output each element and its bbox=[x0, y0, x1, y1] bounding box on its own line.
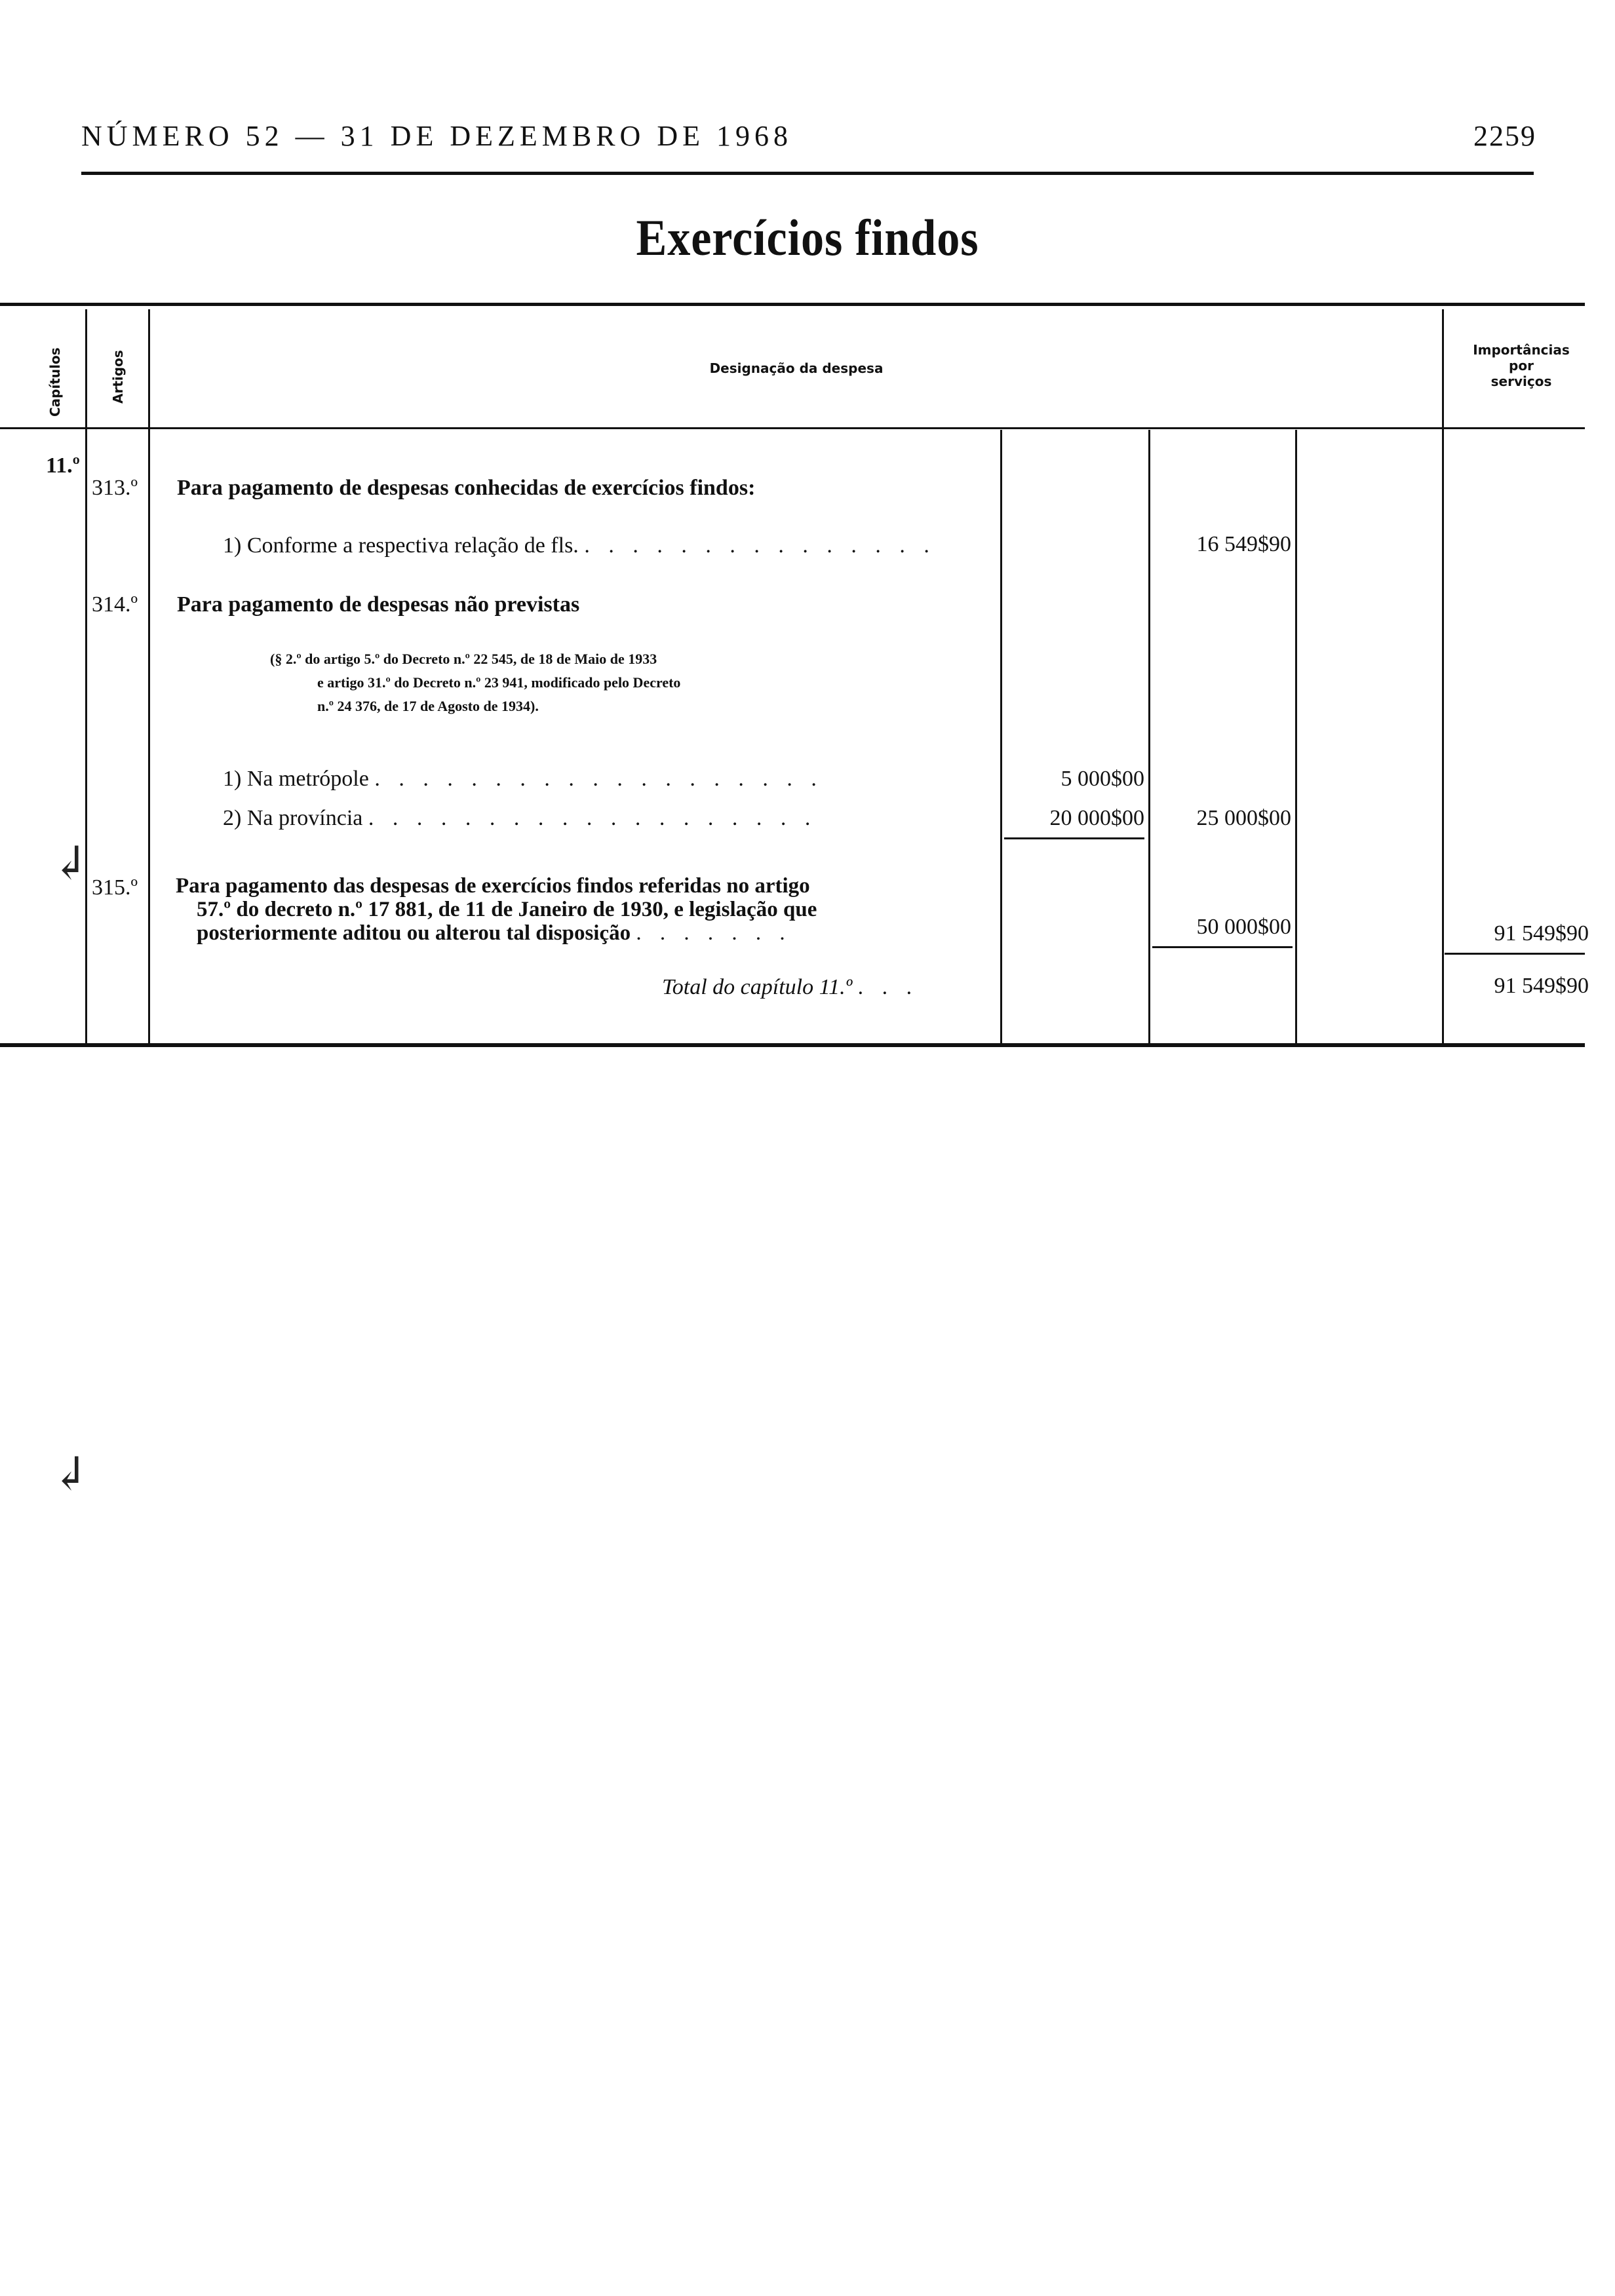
issue-header: NÚMERO 52 — 31 DE DEZEMBRO DE 1968 bbox=[81, 120, 792, 152]
table-bottom-rule bbox=[0, 1043, 1585, 1047]
article-314-item1-dots: . . . . . . . . . . . . . . . . . . . bbox=[374, 767, 823, 791]
article-314-item1-label: 1) Na metrópole bbox=[223, 767, 369, 791]
article-313-item1-dots: . . . . . . . . . . . . . . . bbox=[584, 533, 936, 558]
article-314-item1-value: 5 000$00 bbox=[1060, 767, 1144, 791]
article-315-sum-rule bbox=[1152, 946, 1293, 948]
chapter-total-value: 91 549$90 bbox=[1494, 974, 1589, 998]
article-315-line1: Para pagamento das despesas de exercícios findos referidas no artigo bbox=[176, 874, 810, 898]
article-314-subtotal: 25 000$00 bbox=[1196, 806, 1291, 830]
services-total: 91 549$90 bbox=[1494, 921, 1589, 946]
article-315-line2: 57.º do decreto n.º 17 881, de 11 de Janeiro de 1930, e legislação que bbox=[197, 898, 817, 921]
chapter-total-dots: . . . bbox=[857, 975, 919, 999]
article-314-note-line1: (§ 2.º do artigo 5.º do Decreto n.º 22 545, de 18 de Maio de 1933 bbox=[270, 651, 657, 667]
divider-articles bbox=[148, 309, 150, 1043]
scan-mark-lower: ↲ bbox=[51, 1449, 90, 1500]
scan-mark-upper: ↲ bbox=[51, 839, 90, 889]
article-313-item1-label: 1) Conforme a respectiva relação de fls. bbox=[223, 533, 579, 558]
header-rule bbox=[81, 172, 1534, 175]
article-315-line3-text: posteriormente aditou ou alterou tal disposição bbox=[197, 921, 631, 945]
article-315-value: 50 000$00 bbox=[1196, 915, 1291, 939]
article-314-item2 bbox=[223, 806, 817, 831]
article-314-item2-dots: . . . . . . . . . . . . . . . . . . . bbox=[368, 806, 817, 830]
article-314-note-line3: n.º 24 376, de 17 de Agosto de 1934). bbox=[317, 698, 539, 714]
page-title: Exercícios findos bbox=[636, 209, 979, 266]
article-313-item1 bbox=[223, 533, 936, 558]
header-amount-line2: por bbox=[1509, 358, 1534, 373]
divider-col2 bbox=[1295, 430, 1297, 1043]
chapter-total-label bbox=[662, 975, 918, 1000]
article-315-number: 315.º bbox=[92, 875, 138, 900]
header-designation: Designação da despesa bbox=[709, 360, 884, 376]
header-articles: Artigos bbox=[110, 350, 126, 404]
article-314-item1 bbox=[223, 767, 823, 792]
article-314-item2-label: 2) Na província bbox=[223, 806, 363, 830]
article-315-line3-dots: . . . . . . . bbox=[636, 921, 792, 945]
services-total-rule bbox=[1445, 953, 1585, 955]
divider-col3 bbox=[1442, 309, 1444, 1043]
divider-chapters bbox=[85, 309, 87, 1043]
divider-designation bbox=[1000, 430, 1002, 1043]
header-amount bbox=[1445, 342, 1598, 389]
article-314-number: 314.º bbox=[92, 592, 138, 617]
header-chapters: Capítulos bbox=[47, 347, 63, 417]
header-amount-line3: serviços bbox=[1490, 373, 1552, 389]
table-header-rule bbox=[0, 427, 1585, 429]
article-313-number: 313.º bbox=[92, 476, 138, 500]
article-314-note-line2: e artigo 31.º do Decreto n.º 23 941, modificado pelo Decreto bbox=[317, 674, 681, 691]
article-315-line3 bbox=[197, 921, 792, 946]
article-313-item1-value: 16 549$90 bbox=[1196, 532, 1291, 556]
article-314-title: Para pagamento de despesas não previstas bbox=[177, 592, 580, 617]
header-amount-line1: Importâncias bbox=[1473, 342, 1570, 358]
article-314-item2-value: 20 000$00 bbox=[1049, 806, 1144, 830]
article-314-sum-rule bbox=[1004, 837, 1144, 839]
article-313-title: Para pagamento de despesas conhecidas de exercícios findos: bbox=[177, 476, 756, 500]
chapter-total-label-text: Total do capítulo 11.º bbox=[662, 975, 853, 999]
table-top-rule bbox=[0, 303, 1585, 306]
page-number: 2259 bbox=[1473, 120, 1536, 152]
chapter-number: 11.º bbox=[46, 453, 80, 478]
divider-col1 bbox=[1148, 430, 1150, 1043]
